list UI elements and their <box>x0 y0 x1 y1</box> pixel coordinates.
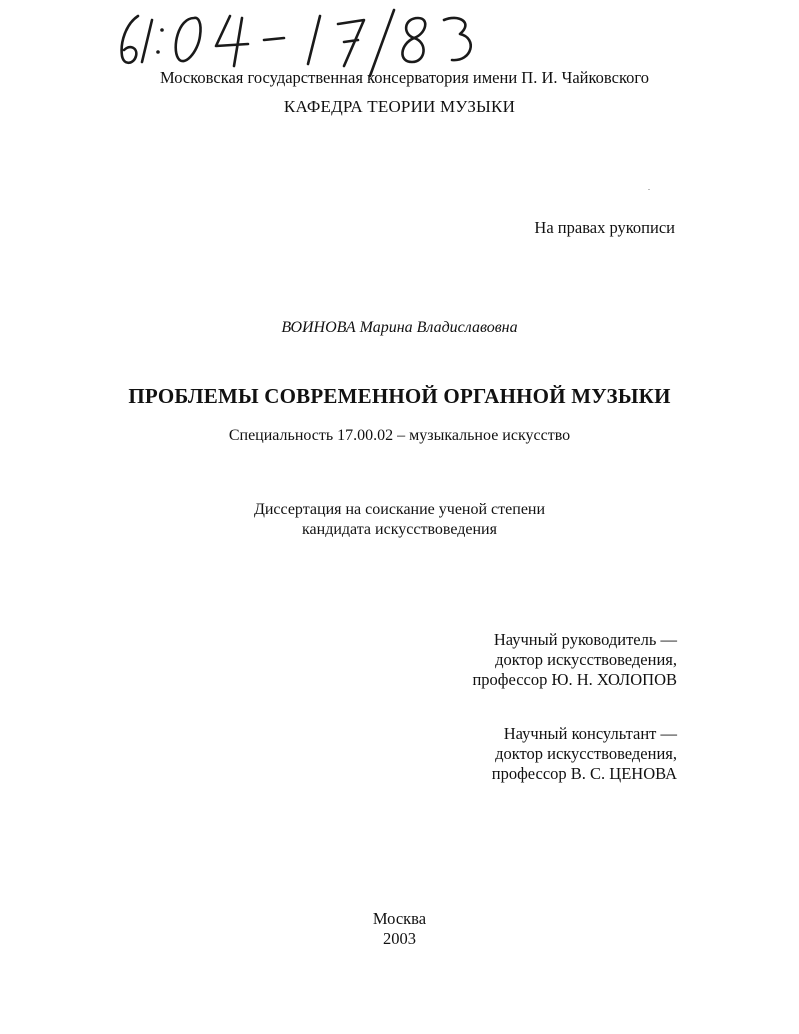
specialty-line: Специальность 17.00.02 – музыкальное искусство <box>228 427 571 444</box>
consultant-block <box>492 724 677 784</box>
supervisor-degree: доктор искусствоведения, <box>495 650 677 669</box>
supervisor-name: профессор Ю. Н. ХОЛОПОВ <box>472 670 677 689</box>
scan-speck <box>648 189 650 190</box>
dissertation-type-line-1: Диссертация на соискание ученой степени <box>253 501 546 518</box>
consultant-name: профессор В. С. ЦЕНОВА <box>491 764 677 783</box>
supervisor-block <box>472 630 677 690</box>
institution-name: Московская государственная консерватория имени П. И. Чайковского <box>160 68 649 87</box>
supervisor-role: Научный руководитель — <box>493 630 677 649</box>
consultant-role: Научный консультант — <box>503 724 677 743</box>
city: Москва <box>372 909 427 928</box>
author-name: ВОИНОВА Марина Владиславовна <box>281 319 518 336</box>
manuscript-note: На правах рукописи <box>534 218 675 237</box>
year: 2003 <box>383 929 416 948</box>
consultant-degree: доктор искусствоведения, <box>495 744 677 763</box>
department-name: КАФЕДРА ТЕОРИИ МУЗЫКИ <box>283 97 516 116</box>
dissertation-type-line-2: кандидата искусствоведения <box>302 521 497 538</box>
dissertation-title: ПРОБЛЕМЫ СОВРЕМЕННОЙ ОРГАННОЙ МУЗЫКИ <box>128 384 671 408</box>
